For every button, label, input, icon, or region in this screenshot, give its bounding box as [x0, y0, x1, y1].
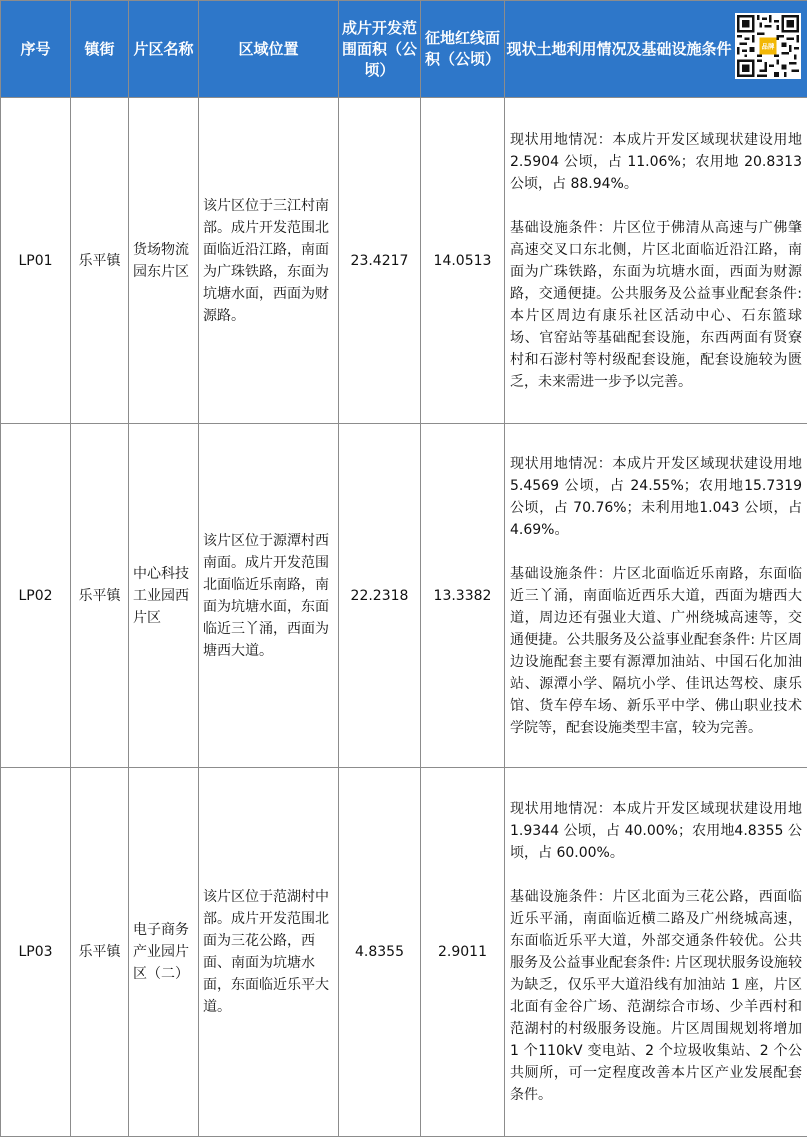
cell-dev-area: 4.8355 — [339, 768, 421, 1137]
cell-status — [505, 768, 807, 1137]
cell-location: 该片区位于范湖村中部。成片开发范围北面为三花公路，西面、南面为坑塘水面，东面临近乐平大道。 — [199, 768, 339, 1137]
cell-status — [505, 424, 807, 768]
cell-seq: LP02 — [1, 424, 71, 768]
land-use-text: 现状用地情况：本成片开发区域现状建设用地2.5904 公顷，占 11.06%；农用地 20.8313 公顷，占 88.94%。 — [510, 131, 802, 192]
cell-area-name: 货场物流园东片区 — [129, 98, 199, 424]
cell-dev-area: 22.2318 — [339, 424, 421, 768]
land-use-text: 现状用地情况：本成片开发区域现状建设用地5.4569 公顷，占 24.55%；农用地15.7319 公顷，占 70.76%；未利用地1.043 公顷，占 4.69%。 — [510, 455, 802, 538]
cell-dev-area: 23.4217 — [339, 98, 421, 424]
paragraph-gap — [510, 864, 802, 886]
header-status-label: 现状土地利用情况及基础设施条件 — [506, 39, 732, 58]
cell-acq-area: 2.9011 — [421, 768, 505, 1137]
paragraph-gap — [510, 541, 802, 563]
cell-town: 乐平镇 — [71, 424, 129, 768]
cell-town: 乐平镇 — [71, 98, 129, 424]
header-location: 区域位置 — [199, 1, 339, 98]
cell-location: 该片区位于三江村南部。成片开发范围北面临近沿江路，南面为广珠铁路，东面为坑塘水面，西面为财源路。 — [199, 98, 339, 424]
header-seq: 序号 — [1, 1, 71, 98]
header-area-name: 片区名称 — [129, 1, 199, 98]
paragraph-gap — [510, 195, 802, 217]
table-row — [1, 98, 807, 424]
cell-seq: LP03 — [1, 768, 71, 1137]
table-header — [1, 1, 807, 98]
cell-acq-area: 13.3382 — [421, 424, 505, 768]
qr-code-icon — [735, 13, 801, 79]
cell-area-name: 电子商务产业园片区（二） — [129, 768, 199, 1137]
cell-acq-area: 14.0513 — [421, 98, 505, 424]
cell-status — [505, 98, 807, 424]
header-town: 镇街 — [71, 1, 129, 98]
header-acq-area: 征地红线面积（公顷） — [421, 1, 505, 98]
table-row — [1, 768, 807, 1137]
cell-town: 乐平镇 — [71, 768, 129, 1137]
infrastructure-text: 基础设施条件：片区位于佛清从高速与广佛肇高速交叉口东北侧，片区北面临近沿江路，南面为广珠铁路，东面为坑塘水面，西面为财源路，交通便捷。公共服务及公益事业配套条件:本片区周边有康乐社区活动中心、石东篮球场、官窑站等基础配套设施，东西两面有贤寮村和石澎村等村级配套设施，配套设施较为匮乏，未来需进一步予以完善。 — [510, 219, 802, 390]
header-status — [505, 1, 807, 98]
cell-seq: LP01 — [1, 98, 71, 424]
land-use-text: 现状用地情况：本成片开发区域现状建设用地1.9344 公顷，占 40.00%；农用地4.8355 公顷，占 60.00%。 — [510, 801, 802, 861]
infrastructure-text: 基础设施条件：片区北面为三花公路，西面临近乐平涌，南面临近横二路及广州绕城高速，东面临近乐平大道，外部交通条件较优。公共服务及公益事业配套条件: 片区现状服务设施较为缺乏，仅乐平大道沿线有加油站 1 座，片区北面有金谷广场、范湖综合市场、少羊西村和范湖村的村级服务设施。片区周围规划将增加 1 个110kV 变电站、2 个垃圾收集站、2 个公共厕所，可一定程度改善本片区产业发展配套条件。 — [510, 889, 802, 1103]
cell-area-name: 中心科技工业园西片区 — [129, 424, 199, 768]
cell-location: 该片区位于源潭村西南面。成片开发范围北面临近乐南路，南面为坑塘水面，东面临近三丫涌，西面为塘西大道。 — [199, 424, 339, 768]
qr-badge-text: 品牌 — [761, 42, 775, 51]
infrastructure-text: 基础设施条件：片区北面临近乐南路，东面临近三丫涌，南面临近西乐大道，西面为塘西大道，周边还有强业大道、广州绕城高速等，交通便捷。公共服务及公益事业配套条件: 片区周边设施配套主要有源潭加油站、中国石化加油站、源潭小学、隔坑小学、佳讯达驾校、康乐馆、货车停车场、新乐平中学、佛山职业技术学院等，配套设施类型丰富，较为完善。 — [510, 565, 802, 736]
table-row — [1, 424, 807, 768]
header-dev-area: 成片开发范围面积（公顷） — [339, 1, 421, 98]
